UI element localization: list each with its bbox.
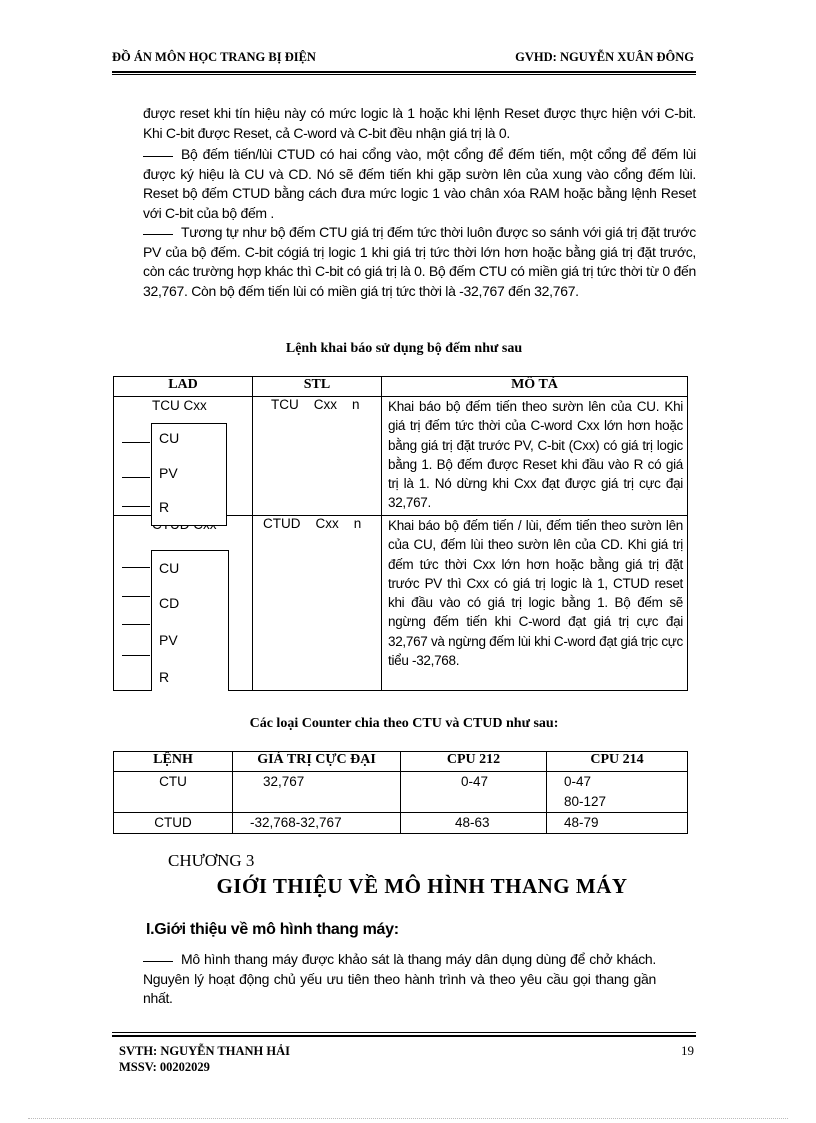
pin-cd: CD	[159, 595, 180, 611]
input-wire	[122, 655, 150, 656]
paragraph-1-text: được reset khi tín hiệu này có mức logic là 1 hoặc khi lệnh Reset được thực hiện với C-bit. Khi C-bit được Reset, cả C-word và C-bit đều nhận giá trị là 0.	[143, 105, 696, 141]
header-supervisor: GVHD: NGUYỄN XUÂN ĐÔNG	[515, 50, 694, 64]
indent-mark	[143, 146, 173, 157]
col-header-cpu212: CPU 212	[401, 752, 547, 772]
stl-instruction: CTUD Cxx n	[263, 516, 362, 531]
table2-caption: Các loại Counter chia theo CTU và CTUD như sau:	[249, 716, 559, 731]
chapter-title: GIỚI THIỆU VỀ MÔ HÌNH THANG MÁY	[216, 874, 628, 898]
footer-rule-thick	[112, 1035, 696, 1037]
table1-caption: Lệnh khai báo sử dụng bộ đếm như sau	[285, 341, 523, 356]
lad-name: TCU Cxx	[152, 398, 207, 413]
pin-pv: PV	[159, 632, 178, 648]
paragraph-2	[143, 145, 696, 223]
paragraph-2-text: Bộ đếm tiến/lùi CTUD có hai cổng vào, một cổng để đếm tiến, một cổng để đếm lùi được ký hiệu là CU và CD. Nó sẽ đếm tiến khi gặp sườn lên của xung vào cổng đếm lùi. Reset bộ đếm CTUD bằng cách đưa mức logic 1 vào chân xóa RAM hoặc bằng lệnh Reset với C-bit của bộ đếm .	[143, 146, 696, 221]
stl-instruction: TCU Cxx n	[271, 397, 360, 412]
page-footer	[119, 1043, 290, 1075]
counter-declaration-table	[113, 376, 688, 691]
paragraph-3-text: Tương tự như bộ đếm CTU giá trị đếm tức thời luôn được so sánh với giá trị đặt trước PV của bộ đếm. C-bit cógiá trị logic 1 khi giá trị tức thời lớn hơn hoặc bằng giá trị đặt trước, còn các trường hợp khác thì C-bit có giá trị là 0. Bộ đếm CTU có miền giá trị tức thời từ 0 đến 32,767. Còn bộ đếm tiến lùi có miền giá trị tức thời là -32,767 đến 32,767.	[143, 224, 696, 299]
lad-cell-ctud	[114, 516, 253, 691]
indent-mark	[143, 951, 173, 962]
input-wire	[122, 442, 150, 443]
cell-cpu212: 48-63	[401, 813, 547, 834]
cell-command: CTU	[114, 772, 233, 813]
input-wire	[122, 567, 150, 568]
pin-cu: CU	[159, 430, 180, 446]
page-bottom-edge	[28, 1118, 788, 1119]
table-row	[114, 772, 688, 813]
cell-max-value: 32,767	[233, 772, 401, 813]
input-wire	[122, 506, 150, 507]
col-header-cpu214: CPU 214	[547, 752, 688, 772]
pin-r: R	[159, 669, 170, 685]
col-header-max-value: GIÁ TRỊ CỰC ĐẠI	[233, 752, 401, 772]
footer-student: SVTH: NGUYỄN THANH HẢI	[119, 1044, 290, 1058]
pin-r: R	[159, 499, 170, 515]
section-heading: I.Giới thiệu về mô hình thang máy:	[146, 921, 399, 938]
indent-mark	[143, 224, 173, 235]
pin-cu: CU	[159, 560, 180, 576]
pin-pv: PV	[159, 465, 178, 481]
cpu214-range-2: 80-127	[564, 794, 607, 809]
input-wire	[122, 624, 150, 625]
table-row	[114, 516, 688, 691]
footer-rule	[112, 1032, 696, 1033]
page-number: 19	[681, 1043, 694, 1058]
col-header-description: MÔ TẢ	[382, 377, 688, 397]
table-row	[114, 813, 688, 834]
header-rule-thin	[112, 74, 696, 75]
paragraph-1	[143, 104, 696, 143]
cell-cpu214: 48-79	[547, 813, 688, 834]
cell-cpu212: 0-47	[401, 772, 547, 813]
table-row	[114, 397, 688, 516]
cpu214-range-1: 0-47	[564, 774, 592, 789]
col-header-command: LỆNH	[114, 752, 233, 772]
header-course-title: ĐỒ ÁN MÔN HỌC TRANG BỊ ĐIỆN	[112, 50, 316, 64]
cell-max-value: -32,768-32,767	[233, 813, 401, 834]
stl-cell-ctu	[253, 397, 382, 516]
input-wire	[122, 477, 150, 478]
lad-cell-ctu	[114, 397, 253, 516]
cell-command: CTUD	[114, 813, 233, 834]
section-paragraph-text: Mô hình thang máy được khảo sát là thang máy dân dụng dùng để chở khách. Nguyên lý hoạt động chủ yếu ưu tiên theo hành trình và theo yêu cầu gọi thang gần nhất.	[143, 951, 656, 1006]
input-wire	[122, 596, 150, 597]
col-header-lad: LAD	[114, 377, 253, 397]
table-header-row	[114, 752, 688, 772]
table-header-row	[114, 377, 688, 397]
header-rule	[112, 71, 696, 73]
stl-cell-ctud	[253, 516, 382, 691]
page-header	[112, 50, 694, 68]
description-cell-ctu: Khai báo bộ đếm tiến theo sườn lên của CU. Khi giá trị đếm tức thời của C-word Cxx lớn hơn hoặc bằng giá trị đặt trước PV, C-bit (Cxx) có giá trị logic bằng 1. Bộ đếm được Reset khi đầu vào R có giá trị là 1. Nó dừng khi Cxx đạt được giá trị cực đại 32,767.	[382, 397, 688, 516]
description-cell-ctud: Khai báo bộ đếm tiến / lùi, đếm tiến theo sườn lên của CU, đếm lùi theo sườn lên của CD. Khi giá trị đếm tức thời Cxx lớn hơn hoặc bằng giá trị đặt trước PV thì Cxx có giá trị logic là 1, CTUD reset khi đầu vào có giá trị logic bằng 1. Bộ đếm sẽ ngừng đếm tiến khi C-word đạt giá trị cực đại 32,767 và ngừng đếm lùi khi C-word đạt giá trịc cực tiểu -32,768.	[382, 516, 688, 691]
paragraph-3	[143, 223, 696, 301]
footer-mssv: MSSV: 00202029	[119, 1060, 210, 1074]
chapter-label: CHƯƠNG 3	[168, 851, 255, 870]
section-paragraph	[143, 950, 656, 1009]
cell-cpu214	[547, 772, 688, 813]
counter-range-table	[113, 751, 688, 834]
col-header-stl: STL	[253, 377, 382, 397]
